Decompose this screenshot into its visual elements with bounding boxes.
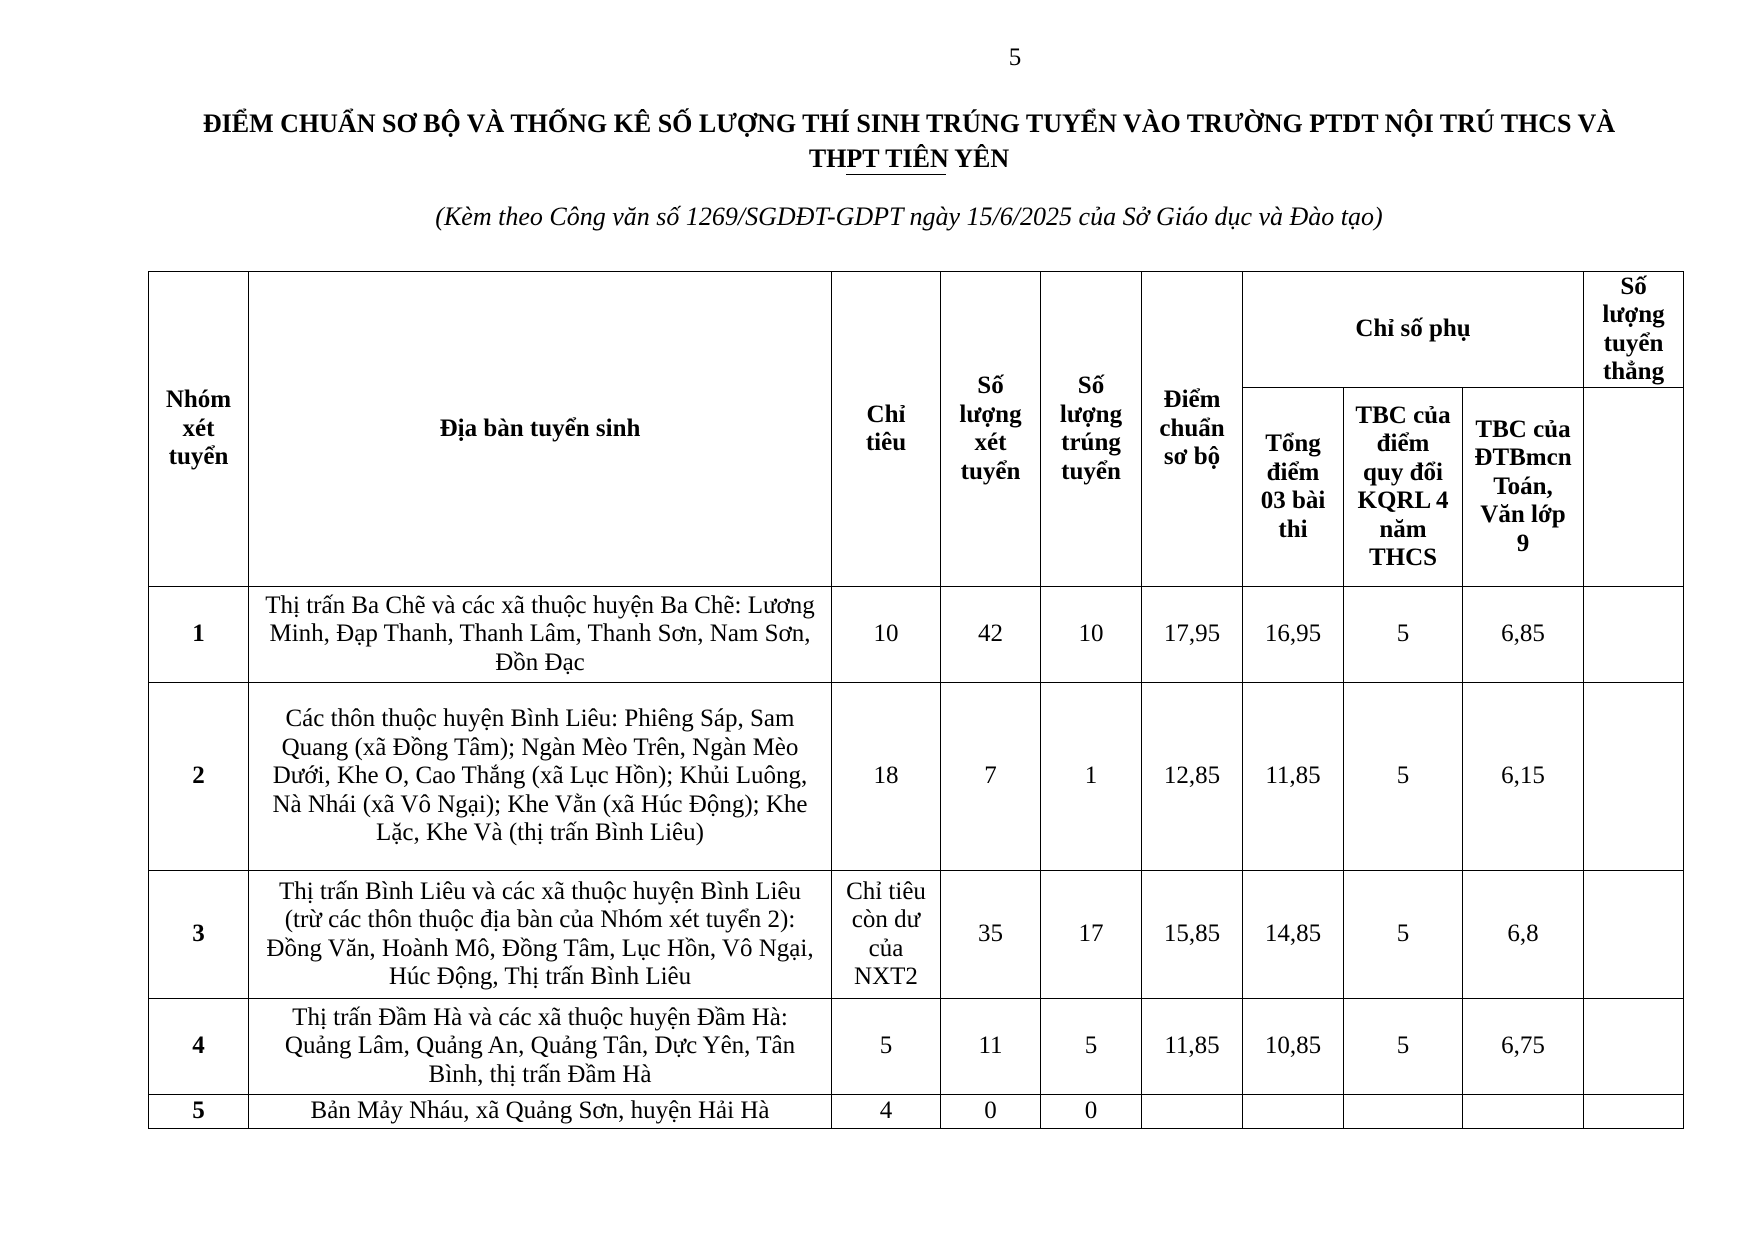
cell-math-lit-avg: 6,85 [1463, 587, 1584, 683]
cell-admitted: 5 [1041, 999, 1142, 1095]
table-row [149, 999, 1684, 1095]
cell-cutoff: 17,95 [1142, 587, 1243, 683]
cell-total-3-exams [1243, 1095, 1344, 1129]
cell-group: 1 [149, 587, 249, 683]
cell-applicants: 42 [941, 587, 1041, 683]
header-quota: Chỉ tiêu [832, 272, 941, 587]
cell-math-lit-avg: 6,8 [1463, 871, 1584, 999]
header-area: Địa bàn tuyển sinh [249, 272, 832, 587]
cell-conduct-score: 5 [1344, 871, 1463, 999]
cell-admitted: 0 [1041, 1095, 1142, 1129]
header-direct-admission: Số lượng tuyển thẳng [1584, 272, 1684, 388]
cell-direct-admission [1584, 871, 1684, 999]
cell-admitted: 10 [1041, 587, 1142, 683]
cell-applicants: 0 [941, 1095, 1041, 1129]
cell-quota: 18 [832, 683, 941, 871]
document-title [109, 106, 1709, 176]
header-admitted: Số lượng trúng tuyển [1041, 272, 1142, 587]
cell-applicants: 35 [941, 871, 1041, 999]
cell-area: Thị trấn Ba Chẽ và các xã thuộc huyện Ba Chẽ: Lương Minh, Đạp Thanh, Thanh Lâm, Thanh Sơn, Nam Sơn, Đồn Đạc [249, 587, 832, 683]
cell-admitted: 1 [1041, 683, 1142, 871]
cell-area: Thị trấn Bình Liêu và các xã thuộc huyện Bình Liêu (trừ các thôn thuộc địa bàn của Nhóm xét tuyển 2): Đồng Văn, Hoành Mô, Đồng Tâm, Lục Hồn, Vô Ngại, Húc Động, Thị trấn Bình Liêu [249, 871, 832, 999]
cell-conduct-score: 5 [1344, 999, 1463, 1095]
header-sub-indices: Chỉ số phụ [1243, 272, 1584, 388]
admission-results-table [148, 271, 1684, 1129]
document-subtitle: (Kèm theo Công văn số 1269/SGDĐT-GDPT ngày 15/6/2025 của Sở Giáo dục và Đào tạo) [435, 202, 1383, 231]
cell-total-3-exams: 10,85 [1243, 999, 1344, 1095]
cell-math-lit-avg: 6,15 [1463, 683, 1584, 871]
cell-group: 4 [149, 999, 249, 1095]
cell-group: 5 [149, 1095, 249, 1129]
table-row [149, 683, 1684, 871]
cell-applicants: 7 [941, 683, 1041, 871]
header-group: Nhóm xét tuyển [149, 272, 249, 587]
cell-area: Bản Mảy Nháu, xã Quảng Sơn, huyện Hải Hà [249, 1095, 832, 1129]
cell-applicants: 11 [941, 999, 1041, 1095]
title-separator-rule [846, 174, 946, 175]
header-total-3-exams: Tổng điểm 03 bài thi [1243, 388, 1344, 587]
table-header-row [149, 272, 1684, 388]
cell-math-lit-avg [1463, 1095, 1584, 1129]
cell-math-lit-avg: 6,75 [1463, 999, 1584, 1095]
cell-area: Các thôn thuộc huyện Bình Liêu: Phiêng Sáp, Sam Quang (xã Đồng Tâm); Ngàn Mèo Trên, Ngàn Mèo Dưới, Khe O, Cao Thắng (xã Lục Hồn); Khủi Luông, Nà Nhái (xã Vô Ngại); Khe Vằn (xã Húc Động); Khe Lặc, Khe Và (thị trấn Bình Liêu) [249, 683, 832, 871]
cell-cutoff: 15,85 [1142, 871, 1243, 999]
cell-quota: 10 [832, 587, 941, 683]
header-cutoff: Điểm chuẩn sơ bộ [1142, 272, 1243, 587]
cell-direct-admission [1584, 999, 1684, 1095]
table-row [149, 871, 1684, 999]
cell-total-3-exams: 11,85 [1243, 683, 1344, 871]
cell-direct-admission [1584, 587, 1684, 683]
cell-total-3-exams: 14,85 [1243, 871, 1344, 999]
cell-group: 3 [149, 871, 249, 999]
header-conduct-score: TBC của điểm quy đổi KQRL 4 năm THCS [1344, 388, 1463, 587]
cell-cutoff: 12,85 [1142, 683, 1243, 871]
cell-admitted: 17 [1041, 871, 1142, 999]
cell-cutoff: 11,85 [1142, 999, 1243, 1095]
title-line-1: ĐIỂM CHUẨN SƠ BỘ VÀ THỐNG KÊ SỐ LƯỢNG THÍ SINH TRÚNG TUYỂN VÀO TRƯỜNG PTDT NỘI TRÚ THCS VÀ [202, 109, 1616, 138]
cell-area: Thị trấn Đầm Hà và các xã thuộc huyện Đầm Hà: Quảng Lâm, Quảng An, Quảng Tân, Dực Yên, Tân Bình, thị trấn Đầm Hà [249, 999, 832, 1095]
table-row [149, 587, 1684, 683]
cell-conduct-score: 5 [1344, 683, 1463, 871]
cell-group: 2 [149, 683, 249, 871]
cell-quota: 4 [832, 1095, 941, 1129]
cell-conduct-score [1344, 1095, 1463, 1129]
cell-quota: 5 [832, 999, 941, 1095]
page-number: 5 [1008, 44, 1022, 71]
header-empty-cell [1584, 388, 1684, 587]
table-row [149, 1095, 1684, 1129]
header-applicants: Số lượng xét tuyển [941, 272, 1041, 587]
cell-direct-admission [1584, 683, 1684, 871]
cell-quota: Chỉ tiêu còn dư của NXT2 [832, 871, 941, 999]
cell-conduct-score: 5 [1344, 587, 1463, 683]
header-math-lit-avg: TBC của ĐTBmcn Toán, Văn lớp 9 [1463, 388, 1584, 587]
cell-cutoff [1142, 1095, 1243, 1129]
cell-direct-admission [1584, 1095, 1684, 1129]
title-line-2: THPT TIÊN YÊN [808, 144, 1010, 173]
cell-total-3-exams: 16,95 [1243, 587, 1344, 683]
